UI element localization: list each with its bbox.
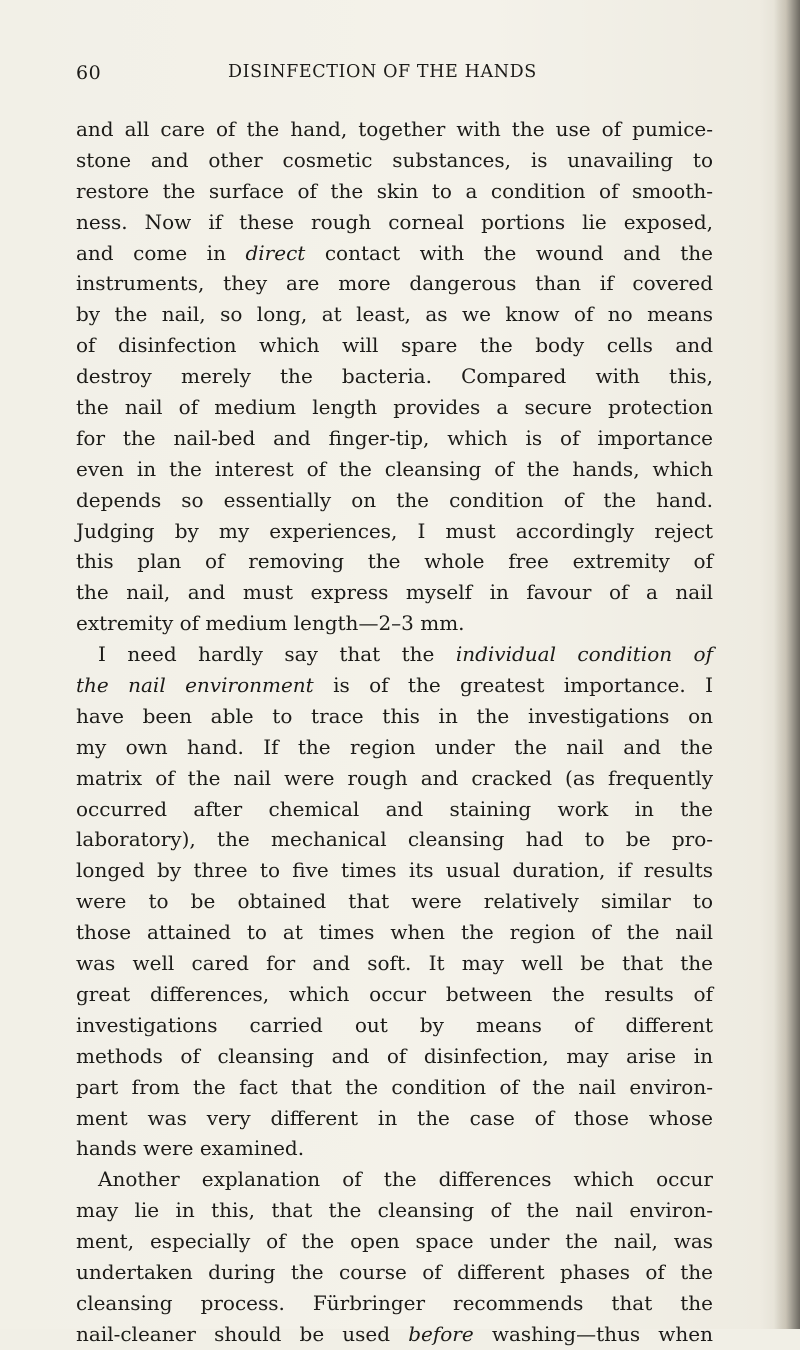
italic-text: before <box>408 1321 474 1346</box>
text-segment: great differences, which occur between the results of <box>76 981 713 1006</box>
text-line <box>76 299 713 330</box>
text-line <box>76 577 713 608</box>
text-line <box>76 1164 713 1195</box>
text-line <box>76 979 713 1010</box>
text-segment: is of the greatest importance. I <box>313 673 714 698</box>
text-line <box>76 1010 713 1041</box>
text-segment: longed by three to five times its usual duration, if results <box>76 858 713 883</box>
text-segment: even in the interest of the cleansing of the hands, which <box>76 456 713 481</box>
text-segment: my own hand. If the region under the nail and the <box>76 734 713 759</box>
running-head <box>76 62 716 90</box>
text-segment: the nail, and must express myself in favour of a nail <box>76 580 713 605</box>
text-line <box>76 917 713 948</box>
text-line <box>76 1319 713 1350</box>
text-segment: instruments, they are more dangerous than if covered <box>76 271 713 296</box>
text-line <box>76 886 713 917</box>
text-line <box>76 855 713 886</box>
text-line <box>76 732 713 763</box>
text-line <box>76 763 713 794</box>
italic-text: direct <box>245 240 306 265</box>
paragraph <box>76 114 713 639</box>
paragraph <box>76 1164 713 1349</box>
text-line <box>76 361 713 392</box>
text-segment: Another explanation of the differences which occur <box>98 1167 713 1192</box>
running-head-title: DISINFECTION OF THE HANDS <box>228 62 537 82</box>
text-segment: investigations carried out by means of different <box>76 1012 713 1037</box>
text-line <box>76 1195 713 1226</box>
text-segment: were to be obtained that were relatively similar to <box>76 889 713 914</box>
text-line <box>76 238 713 269</box>
text-segment: of disinfection which will spare the body cells and <box>76 333 713 358</box>
text-segment: nail-cleaner should be used <box>76 1321 409 1346</box>
text-line <box>76 1103 713 1134</box>
text-segment: this plan of removing the whole free extremity of <box>76 549 713 574</box>
text-segment: was well cared for and soft. It may well be that the <box>76 951 713 976</box>
text-segment: by the nail, so long, at least, as we know of no means <box>76 302 713 327</box>
text-segment: Judging by my experiences, I must accordingly reject <box>76 518 713 543</box>
text-line <box>76 824 713 855</box>
text-segment: may lie in this, that the cleansing of the nail environ- <box>76 1198 713 1223</box>
text-line <box>76 176 713 207</box>
text-segment: restore the surface of the skin to a condition of smooth- <box>76 178 713 203</box>
text-line <box>76 145 713 176</box>
text-segment: part from the fact that the condition of the nail environ- <box>76 1074 713 1099</box>
text-segment: methods of cleansing and of disinfection, may arise in <box>76 1043 713 1068</box>
text-segment: stone and other cosmetic substances, is unavailing to <box>76 147 713 172</box>
text-line <box>76 1041 713 1072</box>
text-line <box>76 516 713 547</box>
italic-text: the nail environment <box>76 673 314 698</box>
text-line <box>76 1072 713 1103</box>
text-line <box>76 485 713 516</box>
text-segment: ment, especially of the open space under the nail, was <box>76 1229 713 1254</box>
italic-text: individual condition of <box>455 642 713 667</box>
text-segment: have been able to trace this in the investigations on <box>76 703 713 728</box>
text-segment: and come in <box>76 240 246 265</box>
text-line <box>76 1133 713 1164</box>
text-line <box>76 207 713 238</box>
text-segment: washing—thus when <box>473 1321 713 1346</box>
text-segment: matrix of the nail were rough and cracked (as frequently <box>76 765 713 790</box>
text-segment: ment was very different in the case of those whose <box>76 1105 713 1130</box>
page-number: 60 <box>76 62 102 84</box>
text-line <box>76 392 713 423</box>
text-segment: depends so essentially on the condition of the hand. <box>76 487 713 512</box>
text-line <box>76 948 713 979</box>
text-segment: hands were examined. <box>76 1136 305 1161</box>
text-segment: the nail of medium length provides a secure protection <box>76 395 713 420</box>
text-segment: cleansing process. Fürbringer recommends that the <box>76 1290 713 1315</box>
text-segment: contact with the wound and the <box>305 240 713 265</box>
text-line <box>76 114 713 145</box>
text-line <box>76 423 713 454</box>
text-segment: extremity of medium length—2–3 mm. <box>76 611 465 636</box>
text-line <box>76 1257 713 1288</box>
text-line <box>76 546 713 577</box>
text-line <box>76 268 713 299</box>
text-line <box>76 639 713 670</box>
text-segment: destroy merely the bacteria. Compared with this, <box>76 364 713 389</box>
text-segment: I need hardly say that the <box>98 642 456 667</box>
text-line <box>76 1288 713 1319</box>
text-segment: for the nail-bed and finger-tip, which is of importance <box>76 425 713 450</box>
page-edge-shadow <box>774 0 800 1329</box>
text-segment: ness. Now if these rough corneal portions lie exposed, <box>76 209 713 234</box>
text-line <box>76 670 713 701</box>
text-line <box>76 608 713 639</box>
text-segment: occurred after chemical and staining work in the <box>76 796 713 821</box>
body-text <box>76 114 713 1350</box>
text-line <box>76 1226 713 1257</box>
text-line <box>76 330 713 361</box>
text-segment: laboratory), the mechanical cleansing had to be pro- <box>76 827 713 852</box>
paragraph <box>76 639 713 1164</box>
text-line <box>76 794 713 825</box>
text-line <box>76 701 713 732</box>
text-segment: those attained to at times when the region of the nail <box>76 920 713 945</box>
text-segment: undertaken during the course of different phases of the <box>76 1259 713 1284</box>
text-line <box>76 454 713 485</box>
text-segment: and all care of the hand, together with the use of pumice- <box>76 117 713 141</box>
